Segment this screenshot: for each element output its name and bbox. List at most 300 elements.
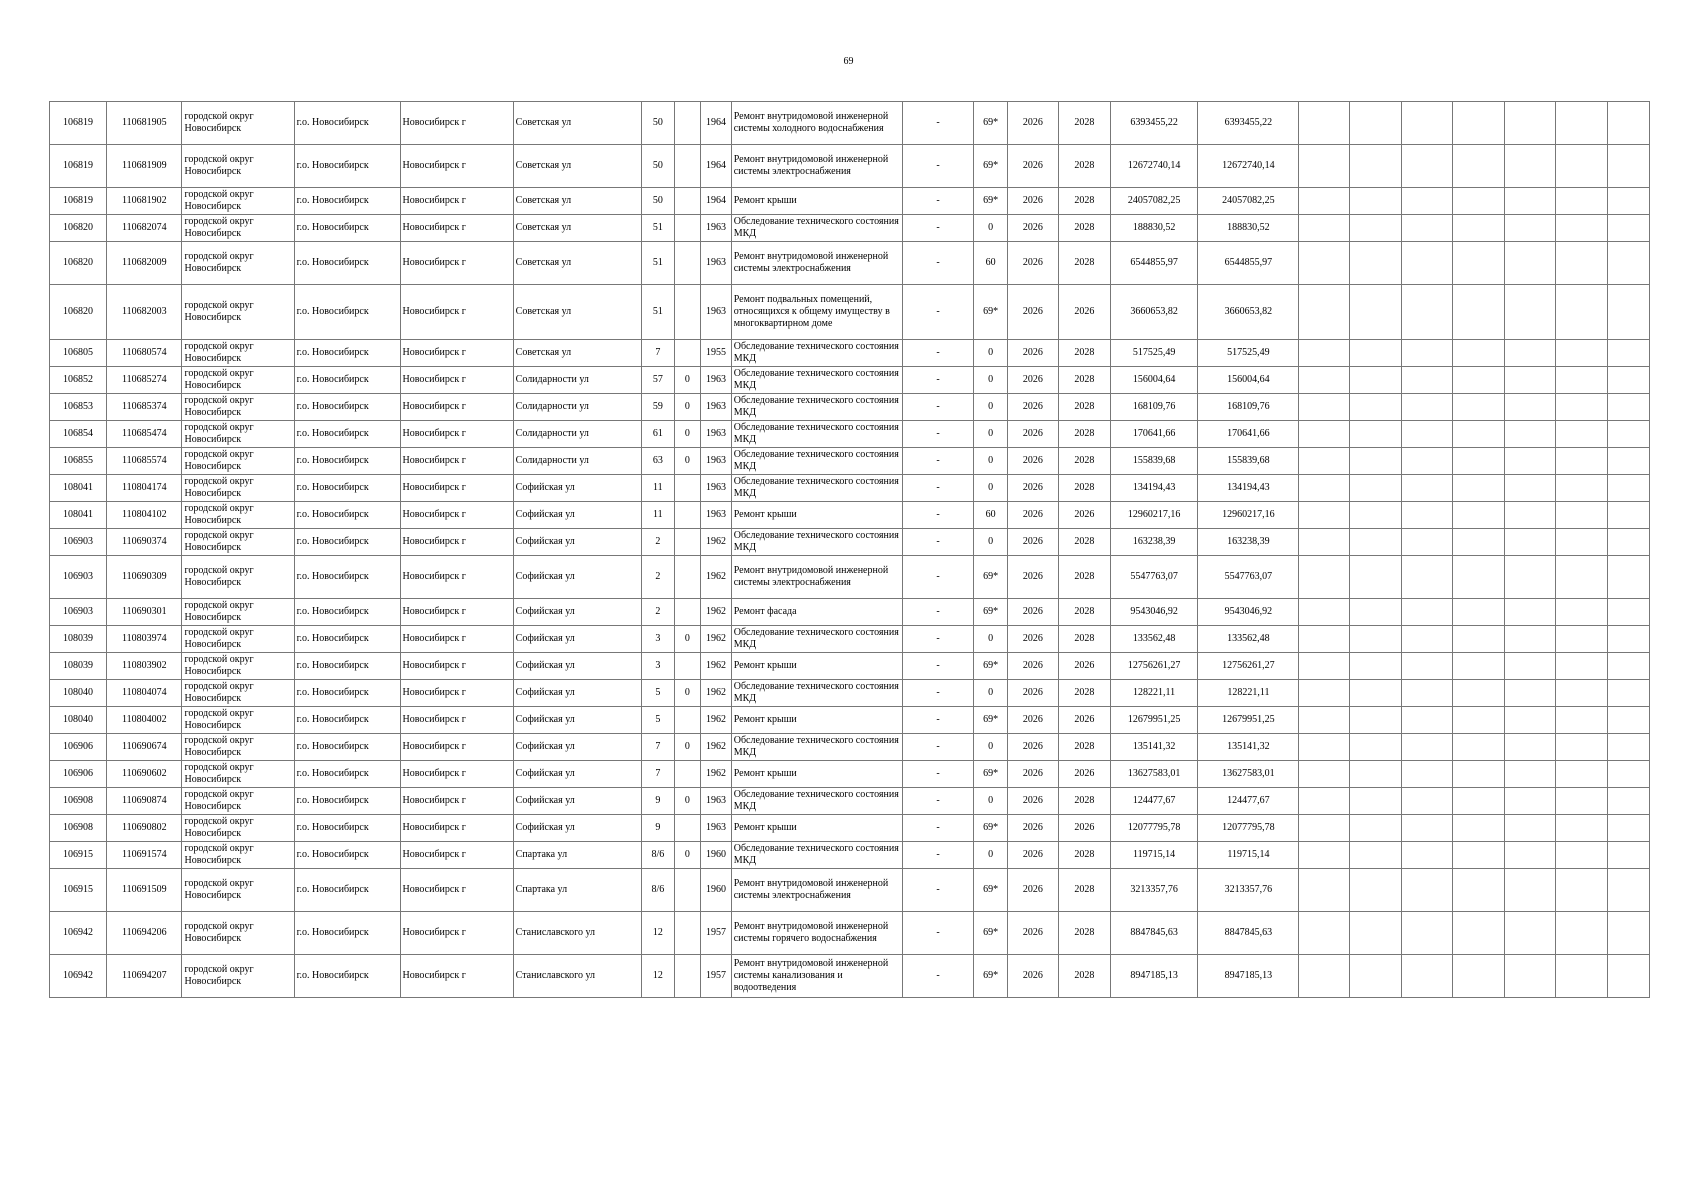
cell-locality: Новосибирск г [400, 394, 513, 421]
cell-locality: Новосибирск г [400, 556, 513, 599]
cell-work-code: 110681902 [107, 188, 182, 215]
cell-dash: - [902, 394, 973, 421]
cell-cost: 155839,68 [1110, 448, 1198, 475]
cell-house-number: 2 [642, 599, 675, 626]
cell-cost: 13627583,01 [1110, 761, 1198, 788]
cell-empty [1350, 475, 1402, 502]
table-row [50, 145, 1650, 188]
cell-empty [1608, 102, 1650, 145]
cell-build-year: 1957 [701, 912, 732, 955]
cell-building [674, 815, 700, 842]
cell-building [674, 912, 700, 955]
table-row [50, 502, 1650, 529]
cell-cost: 163238,39 [1110, 529, 1198, 556]
cell-year-end: 2028 [1058, 367, 1110, 394]
cell-street: Солидарности ул [513, 448, 641, 475]
cell-house-number: 50 [642, 102, 675, 145]
cell-district: г.о. Новосибирск [294, 815, 400, 842]
cell-cost: 156004,64 [1110, 367, 1198, 394]
cell-empty [1299, 529, 1350, 556]
cell-year-end: 2028 [1058, 215, 1110, 242]
cell-street: Советская ул [513, 285, 641, 340]
cell-cost: 128221,11 [1110, 680, 1198, 707]
cell-house-number: 8/6 [642, 869, 675, 912]
cell-locality: Новосибирск г [400, 448, 513, 475]
cell-building [674, 599, 700, 626]
cell-empty [1402, 912, 1453, 955]
cell-empty [1453, 680, 1505, 707]
cell-house-id: 106820 [50, 285, 107, 340]
cell-district: г.о. Новосибирск [294, 145, 400, 188]
cell-empty [1402, 788, 1453, 815]
cell-wear: 69* [974, 955, 1008, 998]
cell-year-start: 2026 [1007, 394, 1058, 421]
cell-work-code: 110804074 [107, 680, 182, 707]
table-row [50, 842, 1650, 869]
cell-dash: - [902, 188, 973, 215]
cell-building [674, 102, 700, 145]
cell-locality: Новосибирск г [400, 340, 513, 367]
cell-building: 0 [674, 626, 700, 653]
cell-empty [1505, 734, 1556, 761]
cell-empty [1453, 502, 1505, 529]
cell-empty [1453, 556, 1505, 599]
cell-building: 0 [674, 842, 700, 869]
cell-empty [1556, 367, 1608, 394]
cell-empty [1299, 912, 1350, 955]
cell-work-code: 110690301 [107, 599, 182, 626]
cell-total: 156004,64 [1198, 367, 1299, 394]
cell-build-year: 1960 [701, 842, 732, 869]
cell-work-type: Ремонт крыши [731, 761, 902, 788]
cell-wear: 69* [974, 815, 1008, 842]
cell-build-year: 1964 [701, 188, 732, 215]
cell-wear: 0 [974, 421, 1008, 448]
cell-street: Советская ул [513, 215, 641, 242]
cell-building: 0 [674, 680, 700, 707]
cell-year-start: 2026 [1007, 285, 1058, 340]
cell-work-code: 110690374 [107, 529, 182, 556]
cell-year-end: 2028 [1058, 394, 1110, 421]
cell-year-end: 2026 [1058, 707, 1110, 734]
cell-empty [1505, 340, 1556, 367]
cell-house-id: 106942 [50, 955, 107, 998]
cell-empty [1556, 421, 1608, 448]
cell-empty [1299, 475, 1350, 502]
cell-work-type: Ремонт крыши [731, 653, 902, 680]
cell-street: Софийская ул [513, 707, 641, 734]
cell-year-end: 2028 [1058, 869, 1110, 912]
cell-build-year: 1962 [701, 529, 732, 556]
cell-year-start: 2026 [1007, 912, 1058, 955]
table-row [50, 653, 1650, 680]
cell-total: 24057082,25 [1198, 188, 1299, 215]
cell-dash: - [902, 102, 973, 145]
cell-empty [1505, 394, 1556, 421]
cell-cost: 24057082,25 [1110, 188, 1198, 215]
cell-house-number: 8/6 [642, 842, 675, 869]
cell-work-code: 110685574 [107, 448, 182, 475]
cell-total: 5547763,07 [1198, 556, 1299, 599]
cell-street: Софийская ул [513, 788, 641, 815]
cell-district: г.о. Новосибирск [294, 955, 400, 998]
cell-empty [1608, 761, 1650, 788]
cell-build-year: 1963 [701, 475, 732, 502]
cell-dash: - [902, 448, 973, 475]
cell-empty [1453, 394, 1505, 421]
cell-wear: 0 [974, 340, 1008, 367]
cell-empty [1299, 556, 1350, 599]
cell-total: 8947185,13 [1198, 955, 1299, 998]
cell-build-year: 1963 [701, 242, 732, 285]
cell-wear: 69* [974, 188, 1008, 215]
cell-empty [1350, 367, 1402, 394]
cell-locality: Новосибирск г [400, 680, 513, 707]
cell-work-type: Обследование технического состояния МКД [731, 215, 902, 242]
table-row [50, 188, 1650, 215]
cell-year-end: 2026 [1058, 285, 1110, 340]
table-row [50, 761, 1650, 788]
cell-work-code: 110690874 [107, 788, 182, 815]
cell-empty [1505, 188, 1556, 215]
cell-house-id: 106855 [50, 448, 107, 475]
cell-wear: 69* [974, 599, 1008, 626]
cell-district: г.о. Новосибирск [294, 285, 400, 340]
cell-house-id: 108039 [50, 653, 107, 680]
cell-empty [1556, 285, 1608, 340]
cell-empty [1402, 869, 1453, 912]
cell-empty [1350, 242, 1402, 285]
cell-empty [1350, 502, 1402, 529]
cell-wear: 69* [974, 912, 1008, 955]
cell-work-type: Обследование технического состояния МКД [731, 529, 902, 556]
cell-empty [1556, 869, 1608, 912]
cell-empty [1402, 761, 1453, 788]
cell-locality: Новосибирск г [400, 502, 513, 529]
cell-year-start: 2026 [1007, 448, 1058, 475]
cell-municipality: городской округ Новосибирск [182, 788, 294, 815]
cell-wear: 0 [974, 680, 1008, 707]
cell-house-number: 11 [642, 475, 675, 502]
cell-total: 134194,43 [1198, 475, 1299, 502]
cell-dash: - [902, 680, 973, 707]
cell-street: Солидарности ул [513, 394, 641, 421]
cell-build-year: 1962 [701, 680, 732, 707]
cell-empty [1453, 626, 1505, 653]
cell-empty [1350, 653, 1402, 680]
cell-build-year: 1963 [701, 394, 732, 421]
cell-year-end: 2028 [1058, 955, 1110, 998]
cell-district: г.о. Новосибирск [294, 448, 400, 475]
cell-cost: 8847845,63 [1110, 912, 1198, 955]
cell-house-number: 2 [642, 556, 675, 599]
cell-empty [1505, 215, 1556, 242]
cell-empty [1505, 285, 1556, 340]
cell-locality: Новосибирск г [400, 707, 513, 734]
cell-empty [1453, 842, 1505, 869]
cell-house-number: 63 [642, 448, 675, 475]
cell-municipality: городской округ Новосибирск [182, 556, 294, 599]
cell-work-code: 110804174 [107, 475, 182, 502]
cell-district: г.о. Новосибирск [294, 761, 400, 788]
table-row [50, 680, 1650, 707]
cell-empty [1402, 102, 1453, 145]
cell-year-end: 2028 [1058, 242, 1110, 285]
cell-municipality: городской округ Новосибирск [182, 285, 294, 340]
cell-build-year: 1963 [701, 502, 732, 529]
cell-empty [1453, 869, 1505, 912]
cell-work-code: 110685274 [107, 367, 182, 394]
cell-empty [1453, 734, 1505, 761]
table-row [50, 815, 1650, 842]
cell-house-number: 5 [642, 680, 675, 707]
cell-district: г.о. Новосибирск [294, 653, 400, 680]
cell-empty [1350, 215, 1402, 242]
cell-empty [1608, 707, 1650, 734]
cell-district: г.о. Новосибирск [294, 421, 400, 448]
cell-year-start: 2026 [1007, 102, 1058, 145]
cell-build-year: 1963 [701, 448, 732, 475]
cell-empty [1350, 842, 1402, 869]
cell-empty [1505, 421, 1556, 448]
cell-empty [1608, 788, 1650, 815]
cell-empty [1505, 707, 1556, 734]
cell-street: Советская ул [513, 340, 641, 367]
cell-empty [1299, 842, 1350, 869]
cell-empty [1608, 912, 1650, 955]
cell-build-year: 1963 [701, 788, 732, 815]
cell-building [674, 188, 700, 215]
cell-empty [1402, 556, 1453, 599]
table-row [50, 734, 1650, 761]
cell-municipality: городской округ Новосибирск [182, 529, 294, 556]
cell-street: Станиславского ул [513, 955, 641, 998]
cell-district: г.о. Новосибирск [294, 340, 400, 367]
cell-work-type: Ремонт крыши [731, 707, 902, 734]
cell-build-year: 1962 [701, 653, 732, 680]
cell-empty [1402, 707, 1453, 734]
cell-year-end: 2028 [1058, 912, 1110, 955]
cell-building [674, 215, 700, 242]
cell-empty [1299, 188, 1350, 215]
cell-building [674, 955, 700, 998]
cell-work-type: Обследование технического состояния МКД [731, 788, 902, 815]
cell-wear: 0 [974, 475, 1008, 502]
cell-house-number: 7 [642, 340, 675, 367]
cell-municipality: городской округ Новосибирск [182, 869, 294, 912]
cell-district: г.о. Новосибирск [294, 102, 400, 145]
cell-work-code: 110694207 [107, 955, 182, 998]
cell-municipality: городской округ Новосибирск [182, 707, 294, 734]
cell-empty [1299, 599, 1350, 626]
cell-empty [1608, 734, 1650, 761]
cell-empty [1608, 145, 1650, 188]
cell-total: 6544855,97 [1198, 242, 1299, 285]
cell-empty [1556, 955, 1608, 998]
cell-empty [1402, 502, 1453, 529]
cell-empty [1608, 626, 1650, 653]
cell-empty [1453, 242, 1505, 285]
cell-year-start: 2026 [1007, 475, 1058, 502]
cell-empty [1299, 869, 1350, 912]
cell-building: 0 [674, 734, 700, 761]
cell-house-number: 12 [642, 912, 675, 955]
cell-empty [1505, 242, 1556, 285]
cell-house-number: 9 [642, 788, 675, 815]
cell-empty [1453, 912, 1505, 955]
cell-dash: - [902, 599, 973, 626]
cell-dash: - [902, 242, 973, 285]
cell-municipality: городской округ Новосибирск [182, 448, 294, 475]
cell-street: Солидарности ул [513, 421, 641, 448]
cell-year-start: 2026 [1007, 188, 1058, 215]
cell-empty [1453, 340, 1505, 367]
cell-municipality: городской округ Новосибирск [182, 215, 294, 242]
cell-building: 0 [674, 394, 700, 421]
cell-work-type: Ремонт внутридомовой инженерной системы электроснабжения [731, 145, 902, 188]
cell-house-id: 106915 [50, 842, 107, 869]
cell-empty [1556, 912, 1608, 955]
cell-total: 168109,76 [1198, 394, 1299, 421]
cell-empty [1402, 842, 1453, 869]
cell-empty [1556, 815, 1608, 842]
cell-year-end: 2028 [1058, 475, 1110, 502]
cell-dash: - [902, 215, 973, 242]
cell-year-end: 2026 [1058, 502, 1110, 529]
cell-empty [1350, 680, 1402, 707]
cell-locality: Новосибирск г [400, 955, 513, 998]
cell-municipality: городской округ Новосибирск [182, 955, 294, 998]
cell-street: Советская ул [513, 145, 641, 188]
cell-empty [1556, 734, 1608, 761]
cell-cost: 5547763,07 [1110, 556, 1198, 599]
cell-work-type: Ремонт внутридомовой инженерной системы электроснабжения [731, 556, 902, 599]
cell-empty [1608, 340, 1650, 367]
cell-cost: 12077795,78 [1110, 815, 1198, 842]
page-number: 69 [843, 56, 854, 67]
cell-dash: - [902, 788, 973, 815]
table-row [50, 242, 1650, 285]
cell-locality: Новосибирск г [400, 367, 513, 394]
cell-empty [1453, 653, 1505, 680]
cell-empty [1453, 529, 1505, 556]
cell-dash: - [902, 340, 973, 367]
cell-total: 3213357,76 [1198, 869, 1299, 912]
cell-work-code: 110694206 [107, 912, 182, 955]
cell-empty [1608, 653, 1650, 680]
cell-house-number: 61 [642, 421, 675, 448]
cell-locality: Новосибирск г [400, 242, 513, 285]
cell-empty [1556, 502, 1608, 529]
cell-empty [1608, 869, 1650, 912]
cell-total: 170641,66 [1198, 421, 1299, 448]
cell-work-code: 110804002 [107, 707, 182, 734]
cell-empty [1556, 529, 1608, 556]
cell-empty [1556, 788, 1608, 815]
cell-empty [1402, 626, 1453, 653]
cell-wear: 69* [974, 707, 1008, 734]
cell-year-end: 2028 [1058, 556, 1110, 599]
cell-locality: Новосибирск г [400, 529, 513, 556]
cell-empty [1299, 815, 1350, 842]
cell-empty [1505, 475, 1556, 502]
cell-locality: Новосибирск г [400, 788, 513, 815]
cell-building [674, 145, 700, 188]
cell-cost: 9543046,92 [1110, 599, 1198, 626]
cell-municipality: городской округ Новосибирск [182, 242, 294, 285]
cell-empty [1402, 680, 1453, 707]
cell-year-start: 2026 [1007, 529, 1058, 556]
cell-empty [1556, 761, 1608, 788]
cell-empty [1505, 367, 1556, 394]
cell-wear: 69* [974, 285, 1008, 340]
cell-empty [1402, 599, 1453, 626]
cell-street: Софийская ул [513, 815, 641, 842]
cell-house-id: 108040 [50, 680, 107, 707]
table-row [50, 285, 1650, 340]
cell-year-start: 2026 [1007, 242, 1058, 285]
cell-empty [1608, 421, 1650, 448]
cell-locality: Новосибирск г [400, 215, 513, 242]
cell-municipality: городской округ Новосибирск [182, 367, 294, 394]
cell-empty [1350, 145, 1402, 188]
cell-year-end: 2028 [1058, 788, 1110, 815]
cell-locality: Новосибирск г [400, 761, 513, 788]
cell-street: Софийская ул [513, 734, 641, 761]
cell-work-code: 110685474 [107, 421, 182, 448]
cell-empty [1505, 955, 1556, 998]
cell-year-end: 2028 [1058, 145, 1110, 188]
cell-empty [1299, 502, 1350, 529]
cell-work-type: Ремонт внутридомовой инженерной системы канализования и водоотведения [731, 955, 902, 998]
cell-house-number: 7 [642, 761, 675, 788]
cell-building: 0 [674, 788, 700, 815]
cell-empty [1350, 626, 1402, 653]
cell-dash: - [902, 529, 973, 556]
cell-year-start: 2026 [1007, 340, 1058, 367]
cell-empty [1299, 734, 1350, 761]
cell-house-id: 106820 [50, 215, 107, 242]
cell-empty [1453, 815, 1505, 842]
cell-municipality: городской округ Новосибирск [182, 502, 294, 529]
table-row [50, 955, 1650, 998]
cell-municipality: городской округ Новосибирск [182, 761, 294, 788]
cell-year-end: 2028 [1058, 188, 1110, 215]
cell-empty [1556, 145, 1608, 188]
cell-empty [1402, 394, 1453, 421]
cell-cost: 119715,14 [1110, 842, 1198, 869]
cell-street: Спартака ул [513, 842, 641, 869]
cell-house-id: 108040 [50, 707, 107, 734]
table-row [50, 215, 1650, 242]
cell-empty [1608, 448, 1650, 475]
cell-year-end: 2028 [1058, 599, 1110, 626]
cell-cost: 12679951,25 [1110, 707, 1198, 734]
cell-year-end: 2026 [1058, 653, 1110, 680]
cell-district: г.о. Новосибирск [294, 680, 400, 707]
cell-empty [1608, 188, 1650, 215]
cell-work-code: 110690309 [107, 556, 182, 599]
cell-wear: 0 [974, 734, 1008, 761]
cell-house-id: 106903 [50, 529, 107, 556]
cell-locality: Новосибирск г [400, 421, 513, 448]
cell-house-id: 106942 [50, 912, 107, 955]
cell-year-start: 2026 [1007, 734, 1058, 761]
cell-total: 9543046,92 [1198, 599, 1299, 626]
cell-dash: - [902, 421, 973, 448]
cell-locality: Новосибирск г [400, 626, 513, 653]
cell-municipality: городской округ Новосибирск [182, 842, 294, 869]
